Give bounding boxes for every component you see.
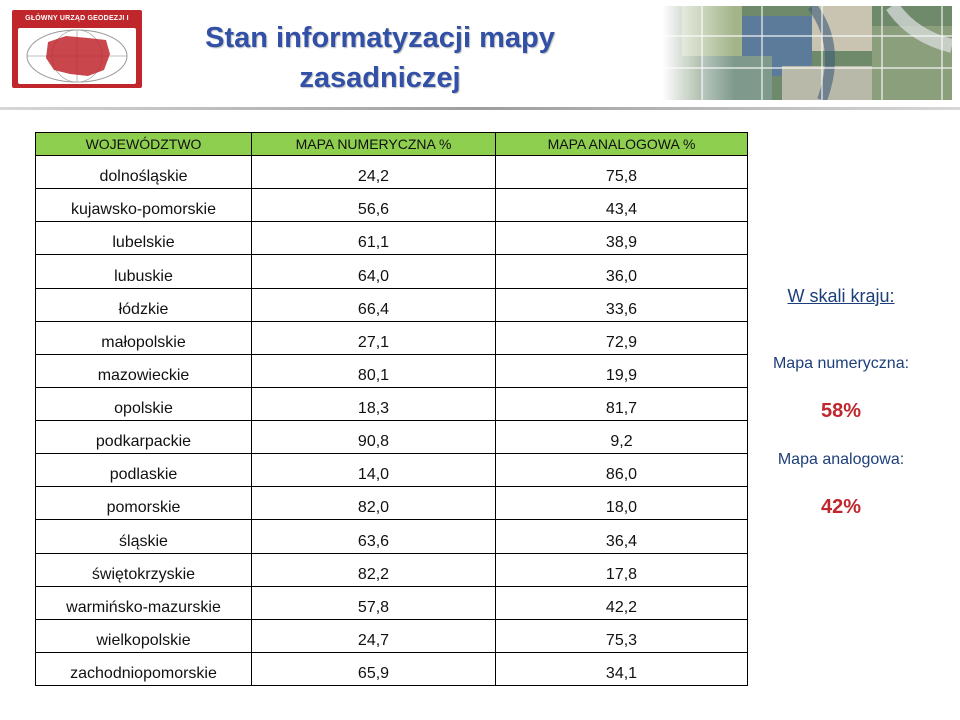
table-row bbox=[36, 189, 748, 222]
table-row bbox=[36, 520, 748, 553]
poland-map-icon bbox=[18, 28, 136, 84]
table-row bbox=[36, 354, 748, 387]
table-row bbox=[36, 156, 748, 189]
cell-voivodeship: pomorskie bbox=[36, 487, 252, 520]
voivodeship-table bbox=[35, 132, 748, 686]
cell-voivodeship: zachodniopomorskie bbox=[36, 652, 252, 685]
cell-voivodeship: opolskie bbox=[36, 387, 252, 420]
cell-numeric-percent: 61,1 bbox=[252, 222, 496, 255]
summary-analog-value: 42% bbox=[820, 496, 862, 518]
cell-analog-percent: 42,2 bbox=[496, 586, 748, 619]
cell-voivodeship: podlaskie bbox=[36, 454, 252, 487]
table-row bbox=[36, 487, 748, 520]
table-row bbox=[36, 321, 748, 354]
summary-numeric-value: 58% bbox=[820, 400, 862, 422]
satellite-banner-image bbox=[662, 6, 952, 100]
cell-voivodeship: małopolskie bbox=[36, 321, 252, 354]
table-row bbox=[36, 553, 748, 586]
table-row bbox=[36, 454, 748, 487]
cell-voivodeship: kujawsko-pomorskie bbox=[36, 189, 252, 222]
cell-numeric-percent: 57,8 bbox=[252, 586, 496, 619]
cell-voivodeship: lubelskie bbox=[36, 222, 252, 255]
cell-voivodeship: mazowieckie bbox=[36, 354, 252, 387]
cell-numeric-percent: 14,0 bbox=[252, 454, 496, 487]
table-row bbox=[36, 652, 748, 685]
column-header-voivodeship: WOJEWÓDZTWO bbox=[36, 133, 252, 156]
cell-analog-percent: 81,7 bbox=[496, 387, 748, 420]
cell-numeric-percent: 80,1 bbox=[252, 354, 496, 387]
cell-analog-percent: 18,0 bbox=[496, 487, 748, 520]
title-line-1: Stan informatyzacji mapy bbox=[205, 22, 555, 54]
cell-analog-percent: 86,0 bbox=[496, 454, 748, 487]
cell-voivodeship: świętokrzyskie bbox=[36, 553, 252, 586]
table-header-row bbox=[36, 133, 748, 156]
logo-text: GŁÓWNY URZĄD GEODEZJI I bbox=[25, 15, 129, 22]
table-row bbox=[36, 288, 748, 321]
table-row bbox=[36, 222, 748, 255]
cell-numeric-percent: 82,0 bbox=[252, 487, 496, 520]
cell-analog-percent: 36,4 bbox=[496, 520, 748, 553]
cell-numeric-percent: 56,6 bbox=[252, 189, 496, 222]
cell-numeric-percent: 63,6 bbox=[252, 520, 496, 553]
column-header-numeric: MAPA NUMERYCZNA % bbox=[252, 133, 496, 156]
cell-analog-percent: 75,8 bbox=[496, 156, 748, 189]
table-row bbox=[36, 586, 748, 619]
summary-numeric-label: Mapa numeryczna: bbox=[772, 355, 910, 372]
cell-voivodeship: warmińsko-mazurskie bbox=[36, 586, 252, 619]
cell-numeric-percent: 82,2 bbox=[252, 553, 496, 586]
cell-analog-percent: 33,6 bbox=[496, 288, 748, 321]
cell-numeric-percent: 64,0 bbox=[252, 255, 496, 288]
cell-voivodeship: podkarpackie bbox=[36, 421, 252, 454]
cell-numeric-percent: 66,4 bbox=[252, 288, 496, 321]
table-row bbox=[36, 255, 748, 288]
cell-voivodeship: łódzkie bbox=[36, 288, 252, 321]
cell-analog-percent: 38,9 bbox=[496, 222, 748, 255]
cell-analog-percent: 36,0 bbox=[496, 255, 748, 288]
cell-analog-percent: 75,3 bbox=[496, 619, 748, 652]
cell-analog-percent: 17,8 bbox=[496, 553, 748, 586]
cell-numeric-percent: 90,8 bbox=[252, 421, 496, 454]
title-line-2: zasadniczej bbox=[299, 62, 461, 94]
cell-analog-percent: 43,4 bbox=[496, 189, 748, 222]
cell-analog-percent: 19,9 bbox=[496, 354, 748, 387]
cell-analog-percent: 34,1 bbox=[496, 652, 748, 685]
table-row bbox=[36, 387, 748, 420]
column-header-analog: MAPA ANALOGOWA % bbox=[496, 133, 748, 156]
summary-title: W skali kraju: bbox=[787, 286, 895, 306]
summary-analog-label: Mapa analogowa: bbox=[777, 451, 905, 468]
cell-analog-percent: 9,2 bbox=[496, 421, 748, 454]
cell-voivodeship: dolnośląskie bbox=[36, 156, 252, 189]
cell-numeric-percent: 27,1 bbox=[252, 321, 496, 354]
cell-numeric-percent: 24,2 bbox=[252, 156, 496, 189]
header-divider bbox=[0, 107, 960, 110]
gugik-logo bbox=[12, 10, 142, 88]
cell-voivodeship: śląskie bbox=[36, 520, 252, 553]
cell-numeric-percent: 65,9 bbox=[252, 652, 496, 685]
table-row bbox=[36, 619, 748, 652]
table-row bbox=[36, 421, 748, 454]
cell-numeric-percent: 24,7 bbox=[252, 619, 496, 652]
page-title bbox=[170, 18, 590, 98]
cell-voivodeship: wielkopolskie bbox=[36, 619, 252, 652]
cell-voivodeship: lubuskie bbox=[36, 255, 252, 288]
cell-numeric-percent: 18,3 bbox=[252, 387, 496, 420]
cell-analog-percent: 72,9 bbox=[496, 321, 748, 354]
